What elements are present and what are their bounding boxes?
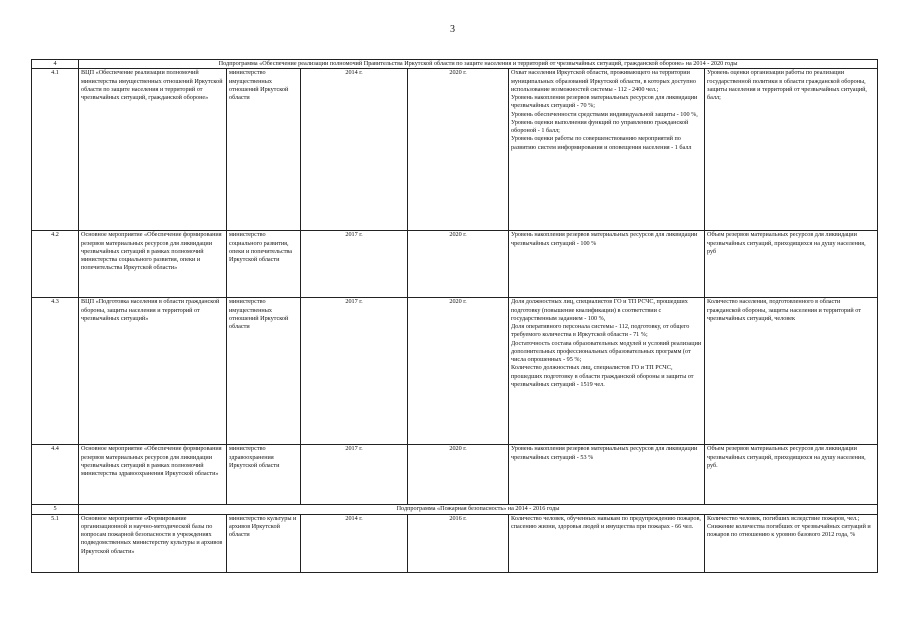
measure-name: Основное мероприятие «Формирование организационной и научно-методической базы по вопросам пожарной безопасности в учреждениях подведомственных министерству культуры и архивов Иркутской области» <box>79 514 227 572</box>
section-number: 4 <box>32 60 79 69</box>
row-number: 4.2 <box>32 231 79 298</box>
target-indicators: Количество человек, погибших вследствие пожаров, чел.; Снижение количества погибших от чрезвычайных ситуаций и пожаров по отношению к уровню базового 2012 года, % <box>705 514 878 572</box>
row-number: 4.1 <box>32 69 79 231</box>
row-number: 5.1 <box>32 514 79 572</box>
measure-name: Основное мероприятие «Обеспечение формирования резервов материальных ресурсов для ликвидации чрезвычайных ситуаций в рамках полномочий министерства социального развития, опеки и попечительства Иркутской области» <box>79 231 227 298</box>
table-row <box>32 445 878 505</box>
executor: министерство имущественных отношений Иркутской области <box>227 69 301 231</box>
executor: министерство культуры и архивов Иркутской области <box>227 514 301 572</box>
row-number: 4.3 <box>32 298 79 445</box>
executor: министерство здравоохранения Иркутской области <box>227 445 301 505</box>
measures-table <box>31 59 878 573</box>
start-year: 2017 г. <box>301 298 408 445</box>
executor: министерство имущественных отношений Иркутской области <box>227 298 301 445</box>
measure-name: ВЦП «Обеспечение реализации полномочий министерства имущественных отношений Иркутской области по защите населения и территорий от чрезвычайных ситуаций, гражданской обороне» <box>79 69 227 231</box>
table-row <box>32 514 878 572</box>
start-year: 2017 г. <box>301 231 408 298</box>
table-row <box>32 69 878 231</box>
target-indicators: Объем резервов материальных ресурсов для ликвидации чрезвычайных ситуаций, приходящихся на душу населения, руб. <box>705 445 878 505</box>
row-number: 4.4 <box>32 445 79 505</box>
indicators: Уровень накопления резервов материальных ресурсов для ликвидации чрезвычайных ситуаций - 100 % <box>509 231 705 298</box>
indicators: Уровень накопления резервов материальных ресурсов для ликвидации чрезвычайных ситуаций - 53 % <box>509 445 705 505</box>
section-header <box>32 505 878 514</box>
section-title: Подпрограмма «Обеспечение реализации полномочий Правительства Иркутской области по защите населения и территорий от чрезвычайных ситуаций, гражданской обороне» на 2014 - 2020 годы <box>79 60 878 69</box>
measure-name: ВЦП «Подготовка населения в области гражданской обороны, защиты населения и территорий от чрезвычайных ситуаций» <box>79 298 227 445</box>
indicators: Доля должностных лиц, специалистов ГО и ТП РСЧС, прошедших подготовку (повышение квалификации) в соответствии с государственным заданием - 100 %, Доля оперативного персонала системы - 112, подготовку, от общего требуемого количества в Иркутской области - 71 %; Достаточность состава образовательных модулей и условий реализации дополнительных профессиональных образовательных программ (от числа опрошенных - 95 %; Количество должностных лиц, специалистов ГО и ТП РСЧС, прошедших подготовку в области гражданской обороны и защиты от чрезвычайных ситуаций - 1519 чел. <box>509 298 705 445</box>
table-row <box>32 298 878 445</box>
target-indicators: Объем резервов материальных ресурсов для ликвидации чрезвычайных ситуаций, приходящихся на душу населения, руб <box>705 231 878 298</box>
indicators: Количество человек, обученных навыкам по предупреждению пожаров, спасению жизни, здоровья людей и имущества при пожарах - 66 чел. <box>509 514 705 572</box>
page-number: 3 <box>450 24 455 35</box>
end-year: 2020 г. <box>408 69 509 231</box>
table-row <box>32 231 878 298</box>
section-number: 5 <box>32 505 79 514</box>
indicators: Охват населения Иркутской области, проживающего на территории муниципальных образований Иркутской области, в которых доступно использование возможностей системы - 112 - 2400 чел.; Уровень накопления резервов материальных ресурсов для ликвидации чрезвычайных ситуаций - 70 %; Уровень обеспеченности средствами индивидуальной защиты - 100 %, Уровень оценки выполнения функций по управлению гражданской обороной - 1 балл; Уровень оценки работы по совершенствованию мероприятий по развитию систем информирования и оповещения населения - 1 балл <box>509 69 705 231</box>
measure-name: Основное мероприятие «Обеспечение формирования резервов материальных ресурсов для ликвидации чрезвычайных ситуаций в рамках полномочий министерства здравоохранения Иркутской области» <box>79 445 227 505</box>
end-year: 2020 г. <box>408 231 509 298</box>
end-year: 2016 г. <box>408 514 509 572</box>
end-year: 2020 г. <box>408 298 509 445</box>
start-year: 2014 г. <box>301 514 408 572</box>
section-title: Подпрограмма «Пожарная безопасность» на 2014 - 2016 годы <box>79 505 878 514</box>
executor: министерство социального развития, опеки и попечительства Иркутской области <box>227 231 301 298</box>
start-year: 2014 г. <box>301 69 408 231</box>
target-indicators: Количество населения, подготовленного в области гражданской обороны, защиты населения и территорий от чрезвычайных ситуаций, человек <box>705 298 878 445</box>
target-indicators: Уровень оценки организации работы по реализации государственной политики в области гражданской обороны, защиты населения и территорий от чрезвычайных ситуаций, балл; <box>705 69 878 231</box>
end-year: 2020 г. <box>408 445 509 505</box>
section-header <box>32 60 878 69</box>
start-year: 2017 г. <box>301 445 408 505</box>
